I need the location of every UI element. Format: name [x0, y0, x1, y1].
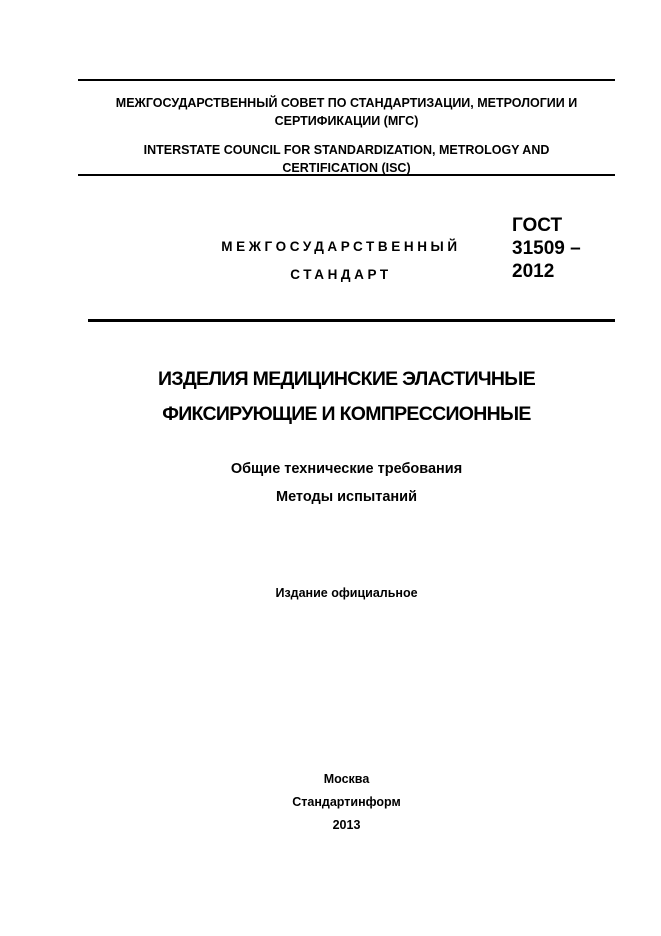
document-title-line-2: ФИКСИРУЮЩИЕ И КОМПРЕССИОННЫЕ: [162, 403, 531, 425]
top-rule: [78, 79, 615, 81]
document-title: [78, 362, 615, 432]
standard-label-line-1: МЕЖГОСУДАРСТВЕННЫЙ: [221, 239, 461, 254]
edition-note: Издание официальное: [275, 586, 418, 600]
council-en-line-2: CERTIFICATION (ISC): [282, 161, 411, 175]
imprint-year: 2013: [332, 818, 361, 832]
document-subtitle: [78, 455, 615, 511]
council-divider: [78, 174, 615, 176]
document-subtitle-line-1: Общие технические требования: [230, 461, 463, 477]
imprint-city: Москва: [323, 772, 370, 786]
imprint-publisher: Стандартинформ: [292, 795, 401, 809]
council-ru-line-1: МЕЖГОСУДАРСТВЕННЫЙ СОВЕТ ПО СТАНДАРТИЗАЦИИ, МЕТРОЛОГИИ И: [115, 96, 578, 110]
document-subtitle-line-2: Методы испытаний: [275, 489, 417, 505]
header-divider: [88, 319, 615, 322]
council-name-ru: [78, 94, 615, 130]
gost-code-line-1: ГОСТ: [512, 215, 563, 236]
standard-label-line-2: СТАНДАРТ: [290, 267, 392, 282]
council-en-line-1: INTERSTATE COUNCIL FOR STANDARDIZATION, METROLOGY AND: [143, 143, 550, 157]
gost-code-line-3: 2012: [512, 261, 555, 282]
council-ru-line-2: СЕРТИФИКАЦИИ (МГС): [274, 114, 419, 128]
imprint: [78, 768, 615, 837]
gost-code: [512, 214, 581, 283]
document-title-line-1: ИЗДЕЛИЯ МЕДИЦИНСКИЕ ЭЛАСТИЧНЫЕ: [158, 368, 535, 390]
council-name-en: [78, 141, 615, 177]
gost-code-line-2: 31509 –: [512, 238, 581, 259]
standard-type-label: [212, 233, 470, 289]
